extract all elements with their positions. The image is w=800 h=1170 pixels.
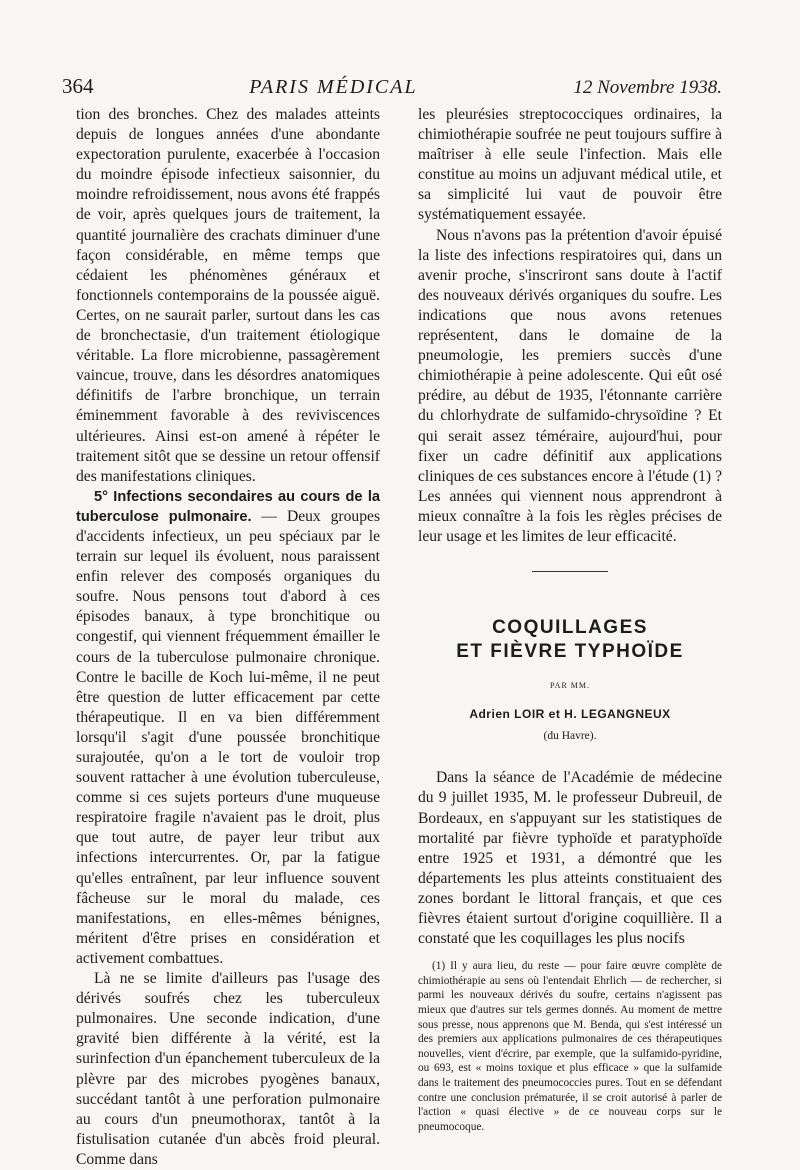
paragraph-bronchitis-continuation: tion des bronches. Chez des malades atteints depuis de longues années d'une abondante expectoration purulente, exacerbée à l'occasion du moindre épisode infectieux saisonnier, du moindre refroidissement, nous avons été frappés de voir, après quelques jours de traitement, la quantité journalière des crachats diminuer d'une façon considérable, en même temps que cédaient les phénomènes généraux et fonctionnels contemporains de la poussée aiguë. Certes, on ne saurait parler, surtout dans les cas de bronchectasie, d'un traitement étiologique véritable. La flore microbienne, passagèrement vaincue, trouve, dans les désordres anatomiques définitifs de l'arbre bronchique, un terrain éminemment favorable à des reviviscences ultérieures. Ainsi est-on amené à répéter le traitement sitôt que se dessine un retour offensif des manifestations cliniques. bbox=[76, 106, 380, 485]
paragraph-pleural-surinfection: Là ne se limite d'ailleurs pas l'usage des dérivés soufrés chez les tuberculeux pulmonaires. Une seconde indication, d'une gravité bien différente à la vérité, est la surinfection d'un épanchement tuberculeux de la plèvre par des microbes pyogènes banaux, succédant tantôt à une perforation pulmonaire au cours d'un pneumothorax, tantôt à la fistulisation cutanée d'un abcès froid pleural. Comme dans bbox=[76, 970, 380, 1168]
page-header bbox=[62, 74, 722, 104]
paragraph-conclusion: Nous n'avons pas la prétention d'avoir épuisé la liste des infections respiratoires qui, dans un avenir proche, s'inscriront sans doute à l'actif des nouveaux dérivés organiques du soufre. Les indications que nous avons retenues représentent, dans le domaine de la pneumologie, les premiers succès d'une chimiothérapie à peine adolescente. Qui eût osé prédire, au début de 1935, l'étonnante carrière du chlorhydrate de sulfamido-chrysoïdine ? Et qui serait assez téméraire, aujourd'hui, pour fixer un cadre définitif aux applications cliniques de ces substances encore à l'étude (1) ? Les années qui viennent nous apprendront à mieux connaître à la fois les règles précises de leur usage et les limites de leur efficacité. bbox=[418, 226, 722, 545]
left-column bbox=[76, 105, 380, 1170]
issue-date: 12 Novembre 1938. bbox=[573, 77, 722, 98]
paragraph-tuberculosis-text: — Deux groupes d'accidents infectieux, un peu spéciaux par le terrain sur lequel ils évoluent, nous paraissent enfin relever des composés organiques du soufre. Nous pensons tout d'abord à ces épisodes banaux, à type bronchitique ou congestif, qui viennent fréquemment émailler le cours de la tuberculose pulmonaire chronique. Contre le bacille de Koch lui-même, il ne peut être question de lutter efficacement par cette thérapeutique. Il en va bien différemment lorsqu'il s'agit d'une poussée bronchitique surajoutée, qu'on a le tort de vouloir trop souvent rattacher à une évolution tuberculeuse, comme si ces sujets porteurs d'une muqueuse respiratoire fragile n'avaient pas le droit, plus que tout autre, de payer leur tribut aux infections intercurrentes. Or, par la fatigue qu'elles entraînent, par leur influence souvent fâcheuse sur le moral du malade, ces manifestations, en elles-mêmes bénignes, méritent d'être prises en considération et activement combattues. bbox=[76, 507, 381, 967]
article-title-line1: COQUILLAGES bbox=[492, 617, 648, 639]
right-column bbox=[418, 105, 722, 1134]
journal-title: PARIS MÉDICAL bbox=[249, 76, 418, 98]
page-number: 364 bbox=[62, 74, 94, 98]
footnote-text: (1) Il y aura lieu, du reste — pour faire œuvre complète de chimiothérapie au sens où l'entendait Ehrlich — de rechercher, si parmi les nouveaux dérivés du soufre, certains n'agissent pas mieux que d'autres sur tels germes donnés. Au moment de mettre sous presse, nous apprenons que M. Benda, qui s'est intéressé un des premiers aux applications pulmonaires de ces thérapeutiques nouvelles, vient d'écrire, par exemple, que la sulfamido-pyridine, ou 693, est « moins toxique et plus efficace » que la sulfamide dans le traitement des pneumococcies pures. Tout en se défendant contre une conclusion prématurée, il se croit autorisé à parler de l'action « quasi élective » de ce nouveau corps sur le pneumocoque. bbox=[418, 960, 722, 1133]
author-affiliation: (du Havre). bbox=[543, 730, 597, 743]
article-title-line2: ET FIÈVRE TYPHOÏDE bbox=[456, 641, 684, 663]
section-divider bbox=[532, 571, 608, 572]
article-authors: Adrien LOIR et H. LEGANGNEUX bbox=[469, 707, 671, 722]
footnote bbox=[418, 959, 722, 1134]
paragraph-tuberculosis bbox=[76, 487, 380, 969]
article-title bbox=[418, 616, 722, 664]
paragraph-article-intro: Dans la séance de l'Académie de médecine du 9 juillet 1935, M. le professeur Dubreuil, de Bordeaux, en s'appuyant sur les statistiques de mortalité par fièvre typhoïde et paratyphoïde entre 1925 et 1931, a démontré que les départements les plus atteints constituaient des zones bordant le littoral français, et que ces fièvres étaient surtout d'origine coquillière. Il a constaté que les coquillages les plus nocifs bbox=[418, 769, 722, 948]
paragraph-pleurisy-continuation: les pleurésies streptococciques ordinaires, la chimiothérapie soufrée ne peut toujours suffire à maîtriser à elle seule l'infection. Mais elle constitue au moins un adjuvant médical utile, et sa simplicité lui vaut de pouvoir être systématiquement essayée. bbox=[418, 106, 722, 224]
byline-par: PAR MM. bbox=[549, 681, 591, 691]
section-heading: 5° Infections secondaires au cours de la tuberculose pulmonaire. bbox=[76, 488, 380, 525]
